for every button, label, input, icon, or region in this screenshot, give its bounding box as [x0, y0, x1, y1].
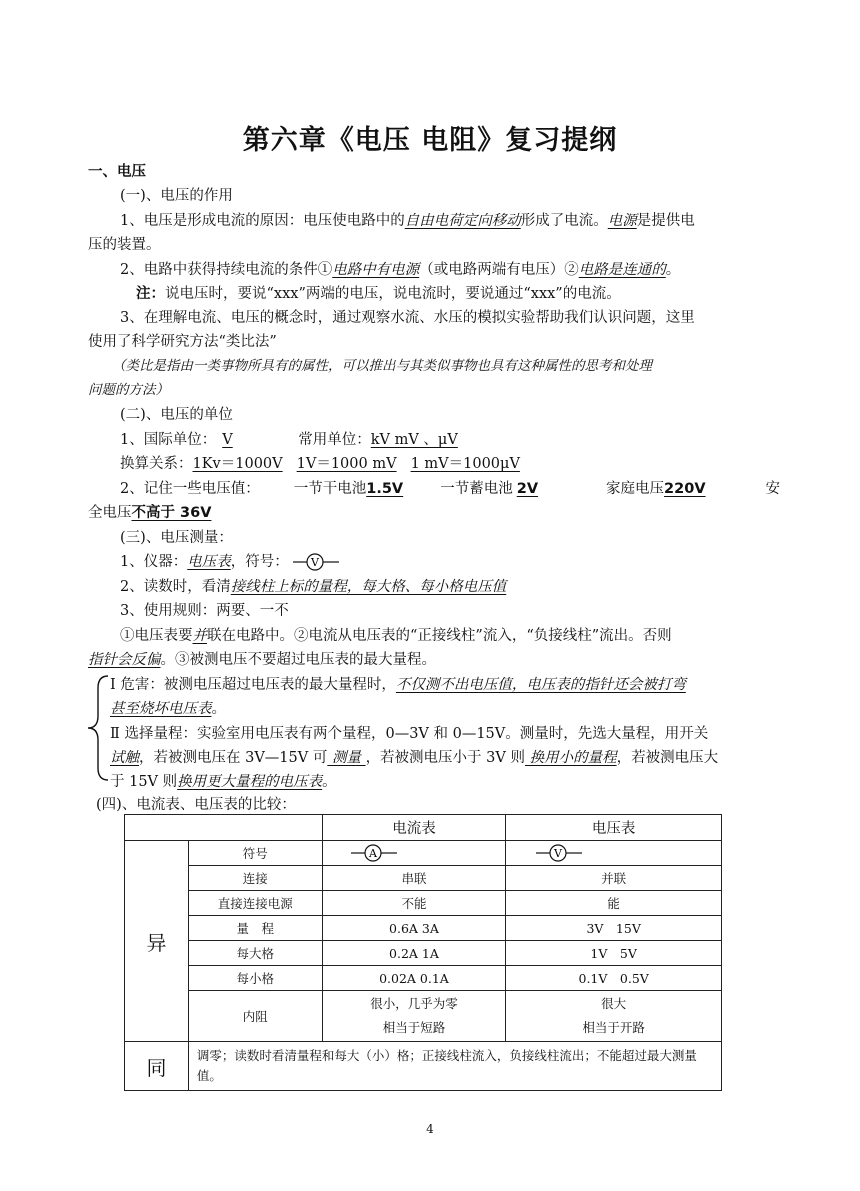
table-row: 直接连接电源 不能 能 — [125, 891, 722, 916]
header-ammeter: 电流表 — [322, 815, 506, 841]
range-line-3: 于 15V 则换用更大量程的电压表。 — [110, 774, 337, 790]
note-line: 注：说电压时，要说“xxx”两端的电压，说电流时，要说通过“xxx”的电流。 — [136, 286, 621, 302]
voltmeter-symbol-cell — [506, 841, 722, 866]
paragraph-3-cont: 使用了科学研究方法“类比法” — [88, 334, 277, 350]
units-line: 1、国际单位： V 常用单位：kV mV 、μV — [120, 432, 458, 448]
voltage-values-cont: 全电压不高于 36V — [88, 505, 212, 521]
paragraph-1-cont: 压的装置。 — [88, 237, 161, 253]
subheading-measure: (三)、电压测量： — [120, 530, 233, 546]
same-label: 同 — [125, 1042, 189, 1091]
paragraph-3: 3、在理解电流、电压的概念时，通过观察水流、水压的模拟实验帮助我们认识问题，这里 — [120, 310, 695, 326]
page-title: 第六章《电压 电阻》复习提纲 — [242, 125, 618, 156]
rules-line-1: ①电压表要并联在电路中。②电流从电压表的“正接线柱”流入，“负接线柱”流出。否则 — [120, 628, 672, 644]
range-line-2: 试触，若被测电压在 3V—15V 可 测量 ，若被测电压小于 3V 则 换用小的量程，若被测电压大 — [110, 750, 719, 766]
table-row: 每小格 0.02A 0.1A 0.1V 0.5V — [125, 966, 722, 991]
analogy-note-cont: 问题的方法） — [88, 382, 169, 398]
voltmeter-symbol-icon — [293, 552, 341, 572]
diff-label: 异 — [125, 841, 189, 1042]
page-number: 4 — [426, 1122, 434, 1136]
hazard-line-1: Ⅰ 危害：被测电压超过电压表的最大量程时，不仅测不出电压值，电压表的指针还会被打弯 — [110, 677, 686, 693]
table-row: 内阻 很小，几乎为零 相当于短路 很大 相当于开路 — [125, 991, 722, 1042]
table-row-same — [125, 1042, 722, 1091]
table-row: 连接 串联 并联 — [125, 866, 722, 891]
paragraph-1: 1、电压是形成电流的原因：电压使电路中的自由电荷定向移动形成了电流。电源是提供电 — [120, 213, 695, 229]
voltage-values-line: 2、记住一些电压值： 一节干电池1.5V 一节蓄电池 2V 家庭电压220V 安 — [120, 481, 780, 497]
rules-heading: 3、使用规则：两要、一不 — [120, 603, 289, 619]
subheading-role: (一)、电压的作用 — [120, 188, 233, 204]
svg-text:V: V — [554, 847, 563, 860]
reading-line: 2、读数时，看清接线柱上标的量程，每大格、每小格电压值 — [120, 579, 507, 595]
conversion-line: 换算关系：1Kv＝1000V 1V＝1000 mV 1 mV＝1000μV — [120, 456, 520, 472]
subheading-units: (二)、电压的单位 — [120, 407, 233, 423]
header-voltmeter: 电压表 — [506, 815, 722, 841]
paragraph-2: 2、电路中获得持续电流的条件①电路中有电源（或电路两端有电压）②电路是连通的。 — [120, 262, 681, 278]
hazard-line-2: 甚至烧坏电压表。 — [110, 701, 226, 717]
svg-text:V: V — [311, 556, 320, 569]
rules-line-2: 指针会反偏。③被测电压不要超过电压表的最大量程。 — [88, 652, 436, 668]
comparison-table — [124, 814, 722, 1091]
analogy-note: （类比是指由一类事物所具有的属性，可以推出与其类似事物也具有这种属性的思考和处理 — [112, 358, 652, 374]
voltmeter-symbol-icon — [536, 843, 584, 863]
instrument-line: 1、仪器：电压表，符号： V — [120, 552, 341, 572]
table-header-row — [125, 815, 722, 841]
svg-text:A: A — [368, 847, 377, 860]
subheading-compare: (四)、电流表、电压表的比较： — [96, 797, 296, 813]
table-row — [125, 841, 722, 866]
range-line-1: Ⅱ 选择量程：实验室用电压表有两个量程，0—3V 和 0—15V。测量时，先选大量程，用开关 — [110, 726, 709, 742]
row-label: 符号 — [188, 841, 322, 866]
table-row: 量 程 0.6A 3A 3V 15V — [125, 916, 722, 941]
ammeter-symbol-cell — [322, 841, 506, 866]
curly-brace-icon — [86, 672, 112, 784]
same-text: 调零；读数时看清量程和每大（小）格；正接线柱流入，负接线柱流出；不能超过最大测量值。 — [188, 1042, 721, 1091]
table-row: 每大格 0.2A 1A 1V 5V — [125, 941, 722, 966]
ammeter-symbol-icon — [351, 843, 399, 863]
section-heading-voltage: 一、电压 — [88, 164, 146, 180]
